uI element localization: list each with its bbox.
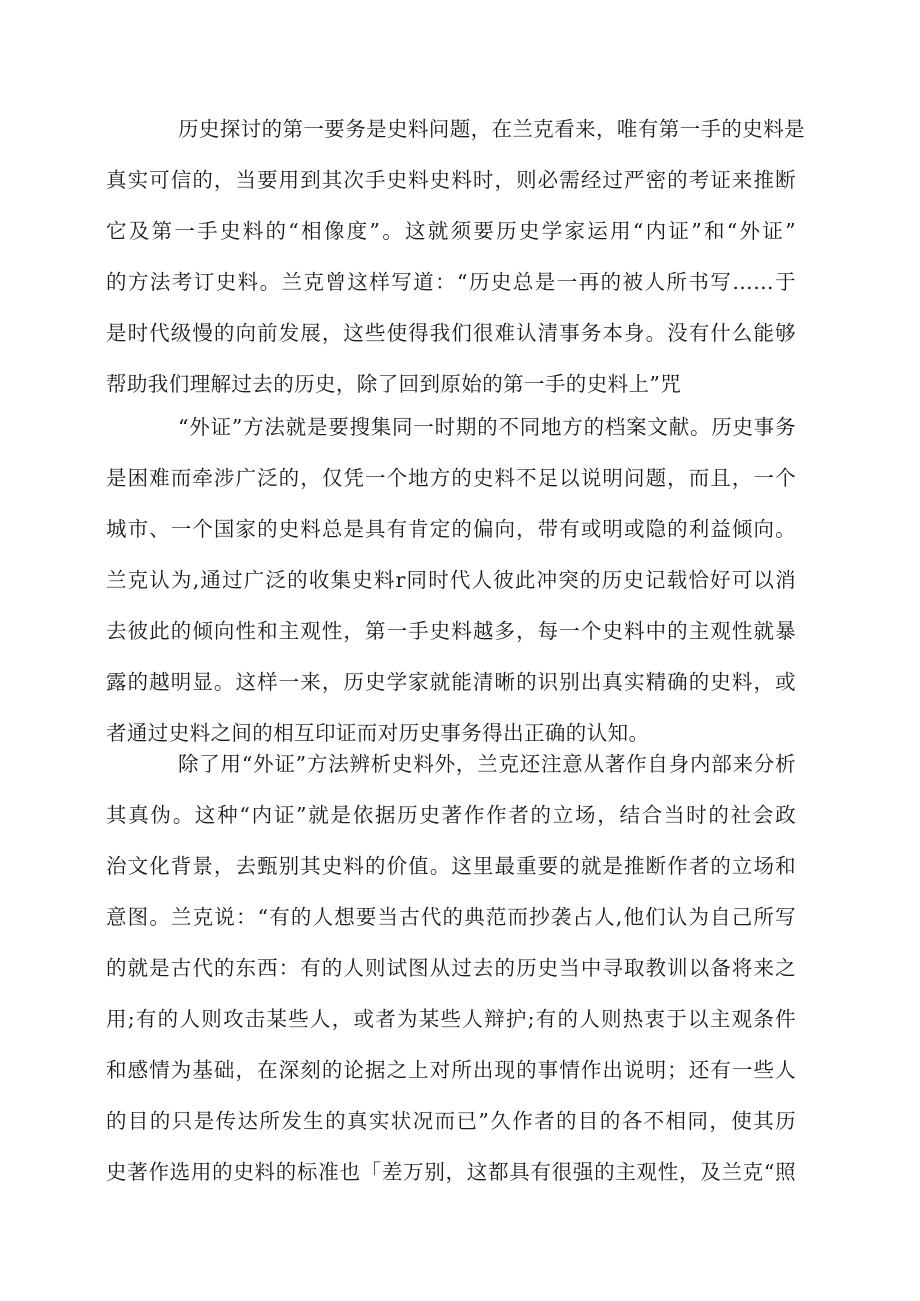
paragraph-line: 治文化背景，去甄别其史料的价值。这里最重要的就是推断作者的立场和 bbox=[106, 854, 796, 878]
paragraph-line: 的就是古代的东西：有的人则试图从过去的历史当中寻取教训以备将来之 bbox=[106, 956, 796, 980]
paragraph-line: 的方法考订史料。兰克曾这样写道：“历史总是一再的被人所书写……于 bbox=[106, 270, 796, 294]
paragraph-line: “外证”方法就是要搜集同一时期的不同地方的档案文献。历史事务 bbox=[178, 415, 796, 439]
paragraph-line: 是困难而牵涉广泛的，仅凭一个地方的史料不足以说明问题，而且，一个 bbox=[106, 466, 796, 490]
paragraph-line: 其真伪。这种“内证”就是依据历史著作作者的立场，结合当时的社会政 bbox=[106, 803, 796, 827]
paragraph-source-criticism bbox=[106, 104, 805, 410]
paragraph-line: 者通过史料之间的相互印证而对历史事务得出正确的认知。 bbox=[106, 721, 650, 745]
paragraph-line: 除了用“外证”方法辨析史料外，兰克还注意从著作自身内部来分析 bbox=[178, 752, 796, 776]
paragraph-line: 用;有的人则攻击某些人，或者为某些人辩护;有的人则热衷于以主观条件 bbox=[106, 1007, 796, 1031]
paragraph-line: 它及第一手史料的“相像度”。这就须要历史学家运用“内证”和“外证” bbox=[106, 219, 796, 243]
paragraph-line: 历史探讨的第一要务是史料问题，在兰克看来，唯有第一手的史料是 bbox=[178, 117, 805, 141]
paragraph-line: 露的越明显。这样一来，历史学家就能清晰的识别出真实精确的史料，或 bbox=[106, 670, 796, 694]
paragraph-line: 兰克认为,通过广泛的收集史料r同时代人彼此冲突的历史记载恰好可以消 bbox=[106, 568, 796, 592]
paragraph-line: 史著作选用的史料的标准也「差万别，这都具有很强的主观性，及兰克“照 bbox=[106, 1160, 796, 1184]
paragraph-line: 城市、一个国家的史料总是具有肯定的偏向，带有或明或隐的利益倾向。 bbox=[106, 517, 796, 541]
paragraph-line: 帮助我们理解过去的历史，除了回到原始的第一手的史料上”咒 bbox=[106, 372, 682, 396]
paragraph-external-evidence bbox=[106, 402, 796, 759]
paragraph-line: 真实可信的，当要用到其次手史料史料时，则必需经过严密的考证来推断 bbox=[106, 168, 796, 192]
paragraph-internal-evidence bbox=[106, 739, 796, 1198]
paragraph-line: 和感情为基础，在深刻的论据之上对所出现的事情作出说明；还有一些人 bbox=[106, 1058, 796, 1082]
paragraph-line: 的目的只是传达所发生的真实状况而已”久作者的目的各不相同，使其历 bbox=[106, 1109, 796, 1133]
paragraph-line: 是时代级慢的向前发展，这些使得我们很难认清事务本身。没有什么能够 bbox=[106, 321, 796, 345]
paragraph-line: 意图。兰克说：“有的人想要当古代的典范而抄袭占人,他们认为自己所写 bbox=[106, 905, 796, 929]
paragraph-line: 去彼此的倾向性和主观性，第一手史料越多，每一个史料中的主观性就暴 bbox=[106, 619, 796, 643]
